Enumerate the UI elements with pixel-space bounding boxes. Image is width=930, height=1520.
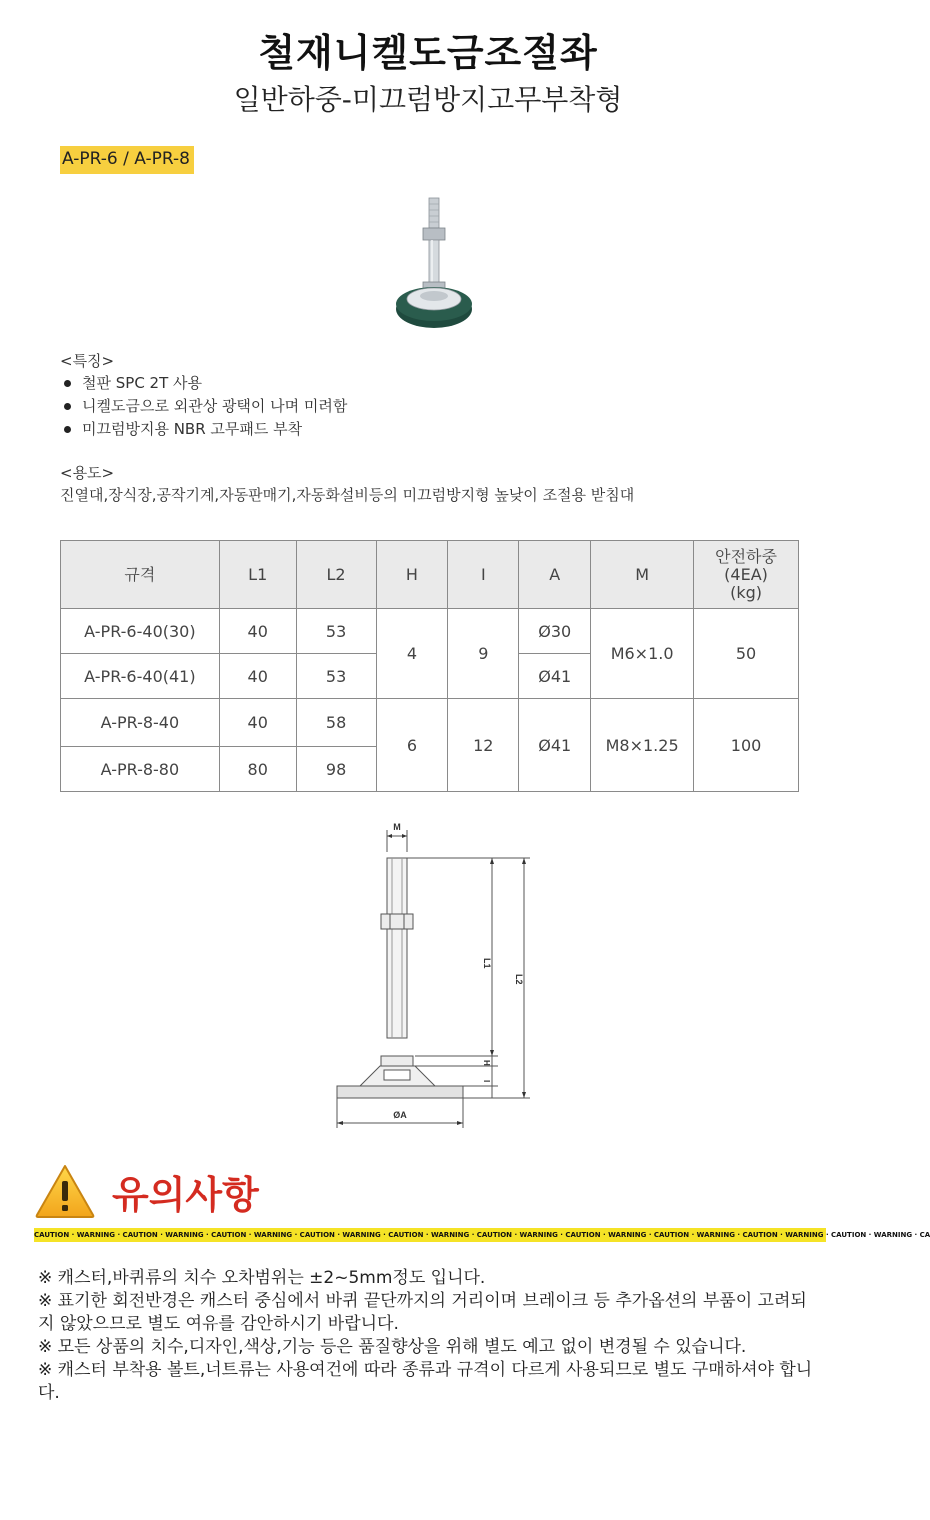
product-photo [380, 196, 490, 346]
cell-m: M8×1.25 [591, 699, 694, 792]
feature-item: 니켈도금으로 외관상 광택이 나며 미려함 [60, 395, 347, 418]
drawing-label-a: ØA [393, 1110, 407, 1120]
page-title: 철재니켈도금조절좌 [258, 31, 598, 75]
drawing-label-h: H [482, 1060, 491, 1066]
cell-l1: 40 [219, 609, 296, 654]
spec-table [60, 540, 799, 792]
table-row [61, 609, 799, 654]
warning-triangle-icon [34, 1163, 96, 1219]
note-item: ※ 캐스터,바퀴류의 치수 오차범위는 ±2~5mm정도 입니다. [38, 1268, 486, 1288]
feature-item: 미끄럼방지용 NBR 고무패드 부착 [60, 418, 347, 441]
dimension-drawing [330, 818, 540, 1134]
col-header-l1: L1 [219, 541, 296, 609]
spec-header-row [61, 541, 799, 609]
table-row [61, 699, 799, 747]
caution-tape [34, 1228, 930, 1242]
note-item: ※ 모든 상품의 치수,디자인,색상,기능 등은 품질향상을 위해 별도 예고 없이 변경될 수 있습니다. [38, 1337, 747, 1357]
notes-section [38, 1267, 818, 1405]
col-header-i: I [448, 541, 519, 609]
cell-h: 4 [376, 609, 448, 699]
drawing-label-m: M [393, 822, 401, 832]
cell-i: 9 [448, 609, 519, 699]
model-tag: A-PR-6 / A-PR-8 [60, 146, 194, 174]
cell-model: A-PR-6-40(30) [61, 609, 220, 654]
feature-item: 철판 SPC 2T 사용 [60, 372, 347, 395]
features-heading: <특징> [60, 352, 115, 370]
page-subtitle: 일반하중-미끄럼방지고무부착형 [233, 83, 623, 116]
col-header-spec: 규격 [61, 541, 220, 609]
cell-m: M6×1.0 [591, 609, 694, 699]
drawing-label-l1: L1 [482, 958, 492, 969]
cell-model: A-PR-8-80 [61, 747, 220, 792]
usage-heading: <용도> [60, 464, 115, 482]
cell-a: Ø30 [519, 609, 591, 654]
usage-text: 진열대,장식장,공작기계,자동판매기,자동화설비등의 미끄럼방지형 높낮이 조절용 받침대 [60, 486, 635, 504]
col-header-safe-load: 안전하중 (4EA) (kg) [694, 541, 799, 609]
col-header-l2: L2 [296, 541, 376, 609]
cell-model: A-PR-6-40(41) [61, 654, 220, 699]
col-header-a: A [519, 541, 591, 609]
cell-l1: 40 [219, 699, 296, 747]
cell-safe-load: 50 [694, 609, 799, 699]
cell-l2: 98 [296, 747, 376, 792]
cell-l2: 53 [296, 654, 376, 699]
caution-title: 유의사항 [112, 1173, 259, 1217]
cell-model: A-PR-8-40 [61, 699, 220, 747]
caution-tape-text: CAUTION · WARNING · CAUTION · WARNING · CAUTION · WARNING · CAUTION · WARNING · CAUTION · WARNING · CAUTION · WARNING · CAUTION · WARNING · CAUTION · WARNING · CAUTION · WARNING · CAUTION · WARNING · CA [34, 1231, 930, 1239]
col-header-m: M [591, 541, 694, 609]
cell-l1: 40 [219, 654, 296, 699]
cell-safe-load: 100 [694, 699, 799, 792]
cell-i: 12 [448, 699, 519, 792]
cell-l2: 53 [296, 609, 376, 654]
cell-h: 6 [376, 699, 448, 792]
cell-l2: 58 [296, 699, 376, 747]
cell-a: Ø41 [519, 699, 591, 792]
drawing-label-i: I [482, 1080, 491, 1083]
cell-a: Ø41 [519, 654, 591, 699]
col-header-h: H [376, 541, 448, 609]
features-list [60, 372, 347, 441]
note-item: ※ 캐스터 부착용 볼트,너트류는 사용여건에 따라 종류과 규격이 다르게 사용되므로 별도 구매하셔야 합니다. [38, 1360, 813, 1403]
cell-l1: 80 [219, 747, 296, 792]
drawing-label-l2: L2 [514, 974, 524, 985]
note-item: ※ 표기한 회전반경은 캐스터 중심에서 바퀴 끝단까지의 거리이며 브레이크 등 추가옵션의 부품이 고려되지 않았으므로 별도 여유를 감안하시기 바랍니다. [38, 1291, 807, 1334]
